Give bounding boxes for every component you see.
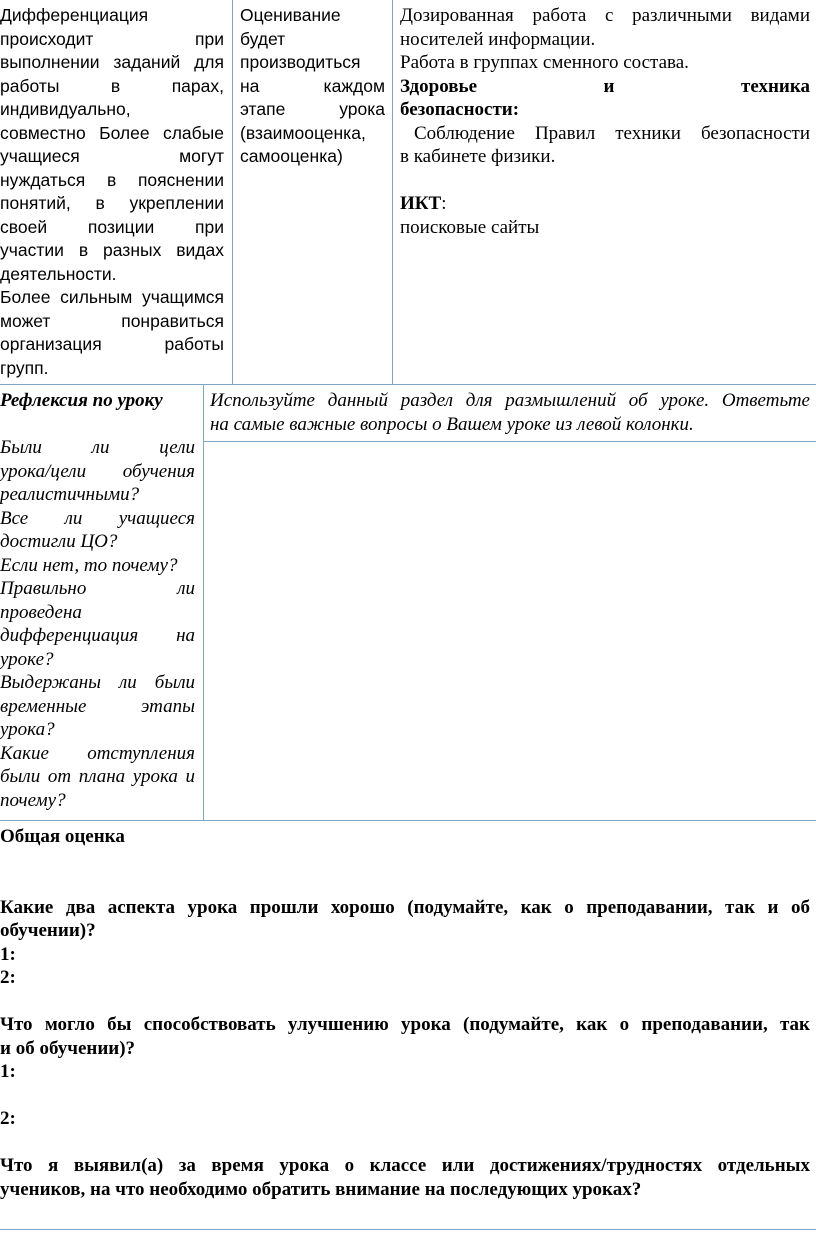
table-line-h3 (0, 820, 816, 821)
summary-heading: Общая оценка (0, 826, 125, 847)
ict-text: поисковые сайты (400, 216, 540, 238)
health-safety-cell (400, 4, 810, 239)
health-safety-heading: Здоровье и техника (400, 75, 810, 97)
reflection-question-line: проведена (0, 601, 82, 623)
reflection-question-line: урока? (0, 719, 55, 740)
reflection-question-line: почему? (0, 789, 66, 811)
differentiation-line: может понравиться (0, 310, 224, 331)
cross-curricular-line: носителей информации. (400, 28, 596, 50)
summary-section (0, 825, 810, 1201)
summary-question-1: Какие два аспекта урока прошли хорошо (подумайте, как о преподавании, так и об (0, 896, 810, 918)
differentiation-line: выполнении заданий для (0, 52, 224, 72)
differentiation-line: понятий, в укреплении (0, 193, 224, 213)
differentiation-line: работы в парах, (0, 75, 224, 96)
reflection-question-line: достигли ЦО? (0, 531, 118, 552)
summary-question-3: Что я выявил(а) за время урока о классе или достижениях/трудностях отдельных (0, 1155, 810, 1176)
differentiation-line: участии в разных видах (0, 240, 224, 260)
reflection-question-line: Выдержаны ли были (0, 672, 195, 693)
differentiation-line: деятельности. (0, 263, 117, 284)
summary-answer-label: 2: (0, 1108, 16, 1129)
summary-question-1: обучении)? (0, 920, 96, 941)
health-safety-text: Соблюдение Правил техники безопасности (414, 122, 810, 144)
ict-colon: : (441, 193, 447, 214)
differentiation-line: учащиеся могут (0, 146, 224, 166)
reflection-instruction-line: на самые важные вопросы о Вашем уроке из левой колонки. (210, 413, 694, 435)
reflection-heading: Рефлексия по уроку (0, 390, 163, 411)
reflection-question-line: реалистичными? (0, 484, 140, 505)
table-line-top-row-v2 (392, 0, 393, 384)
reflection-question-line: Были ли цели (0, 437, 195, 458)
health-safety-text: в кабинете физики. (400, 146, 556, 167)
reflection-question-line: Если нет, то почему? (0, 554, 178, 576)
assessment-line: Оценивание (240, 5, 341, 25)
assessment-line: производиться (240, 52, 361, 72)
reflection-question-line: Все ли учащиеся (0, 507, 195, 529)
table-line-bottom (0, 1229, 816, 1230)
summary-question-3: учеников, на что необходимо обратить внимание на последующих уроках? (0, 1178, 642, 1200)
summary-answer-label: 1: (0, 943, 16, 965)
reflection-question-line: уроке? (0, 648, 54, 670)
assessment-line: этапе урока (240, 99, 385, 119)
differentiation-cell (0, 4, 224, 380)
differentiation-line: Дифференциация (0, 5, 149, 25)
health-safety-heading: безопасности: (400, 99, 520, 120)
assessment-line: будет (240, 28, 286, 49)
reflection-question-line: временные этапы (0, 695, 195, 717)
reflection-question-line: Какие отступления (0, 742, 195, 764)
reflection-answer-area[interactable] (204, 442, 816, 820)
summary-answer-label: 2: (0, 967, 16, 988)
differentiation-line: своей позиции при (0, 216, 224, 237)
reflection-question-line: урока/цели обучения (0, 460, 195, 482)
reflection-question-line: дифференциация на (0, 625, 195, 646)
assessment-line: самооценка) (240, 146, 343, 166)
table-line-h1 (0, 384, 816, 385)
reflection-question-line: Правильно ли (0, 578, 195, 599)
differentiation-line: индивидуально, (0, 99, 131, 119)
differentiation-line: Более сильным учащимся (0, 287, 224, 307)
assessment-cell (240, 4, 385, 169)
cross-curricular-line: Дозированная работа с различными видами (400, 5, 810, 26)
summary-question-2: Что могло бы способствовать улучшению урока (подумайте, как о преподавании, так (0, 1014, 810, 1035)
differentiation-line: совместно Более слабые (0, 122, 224, 143)
assessment-line: (взаимооценка, (240, 122, 366, 143)
differentiation-line: происходит при (0, 28, 224, 49)
assessment-line: на каждом (240, 75, 385, 96)
differentiation-line: групп. (0, 357, 49, 378)
summary-question-2: и об обучении)? (0, 1037, 136, 1059)
ict-label: ИКТ (400, 193, 442, 214)
reflection-question-line: были от плана урока и (0, 766, 195, 787)
summary-answer-label: 1: (0, 1061, 16, 1082)
differentiation-line: нуждаться в пояснении (0, 169, 224, 190)
reflection-questions-cell (0, 389, 195, 812)
table-line-top-row-v1 (232, 0, 233, 384)
reflection-instruction-line: Используйте данный раздел для размышлений об уроке. Ответьте (210, 390, 810, 411)
cross-curricular-line: Работа в группах сменного состава. (400, 52, 689, 73)
ict-heading (400, 192, 810, 216)
differentiation-line: организация работы (0, 334, 224, 354)
reflection-instruction-cell (210, 389, 810, 436)
